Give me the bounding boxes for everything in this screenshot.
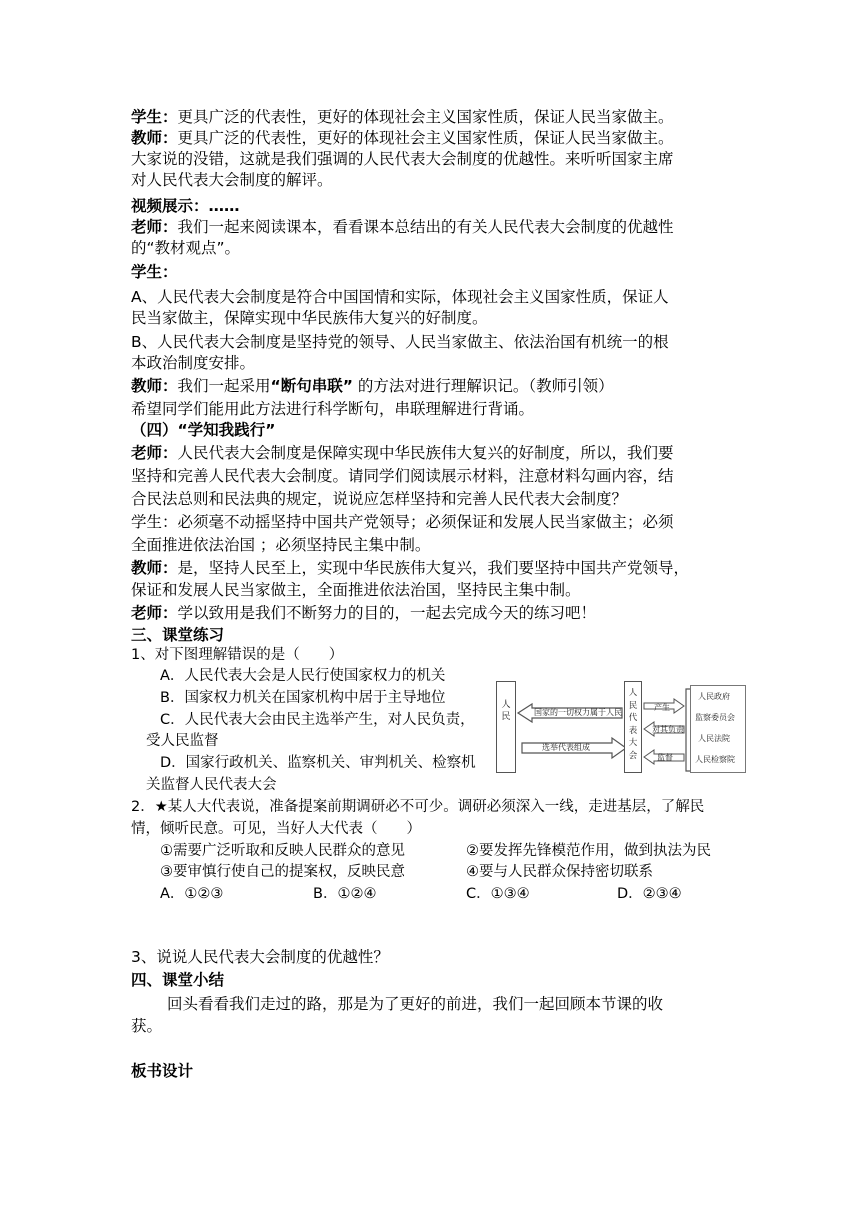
organ-government: 人民政府: [698, 692, 730, 701]
statement-1: ①需要广泛听取和反映人民群众的意见: [160, 843, 405, 859]
choice-d: D．②③④: [617, 886, 682, 902]
paragraph-line: 大家说的没错，这就是我们强调的人民代表大会制度的优越性。来听听国家主席: [131, 150, 674, 168]
dialogue-line: [131, 558, 689, 579]
speaker-label: 教师：: [131, 129, 178, 147]
choice-c: C．①③④: [466, 886, 530, 902]
dialogue-line: [131, 443, 674, 464]
paragraph-line: 希望同学们能用此方法进行科学断句，串联理解进行背诵。: [131, 400, 535, 418]
paragraph-line: A、人民代表大会制度是符合中国国情和实际，体现社会主义国家性质，保证人: [131, 288, 669, 306]
choice-b: B．①②④: [313, 886, 377, 902]
paragraph-line: 本政治制度安排。: [131, 354, 256, 372]
statement-2: ②要发挥先锋模范作用，做到执法为民: [466, 843, 711, 859]
option-d: D．国家行政机关、监察机关、审判机关、检察机: [160, 755, 476, 771]
statement-3: ③要审慎行使自己的提案权，反映民意: [160, 864, 405, 880]
label-produce: 产生: [654, 703, 670, 712]
option-c: C．人民代表大会由民主选举产生，对人民负责，: [160, 712, 475, 728]
paragraph-line: 坚持和完善人民代表大会制度。请同学们阅读展示材料，注意材料勾画内容，结: [131, 467, 674, 485]
question-2-cont: 情，倾听民意。可见，当好人大代表（ ）: [131, 821, 421, 837]
paragraph-line: 民当家做主，保障实现中华民族伟大复兴的好制度。: [131, 309, 488, 327]
paragraph-line: 的“教材观点”。: [131, 239, 241, 257]
dialogue-line: [131, 217, 674, 238]
paragraph-line: 保证和发展人民当家做主，全面推进依法治国，坚持民主集中制。: [131, 581, 581, 599]
organ-supervision: 监察委员会: [695, 713, 735, 722]
dialogue-text: 人民代表大会制度是保障实现中华民族伟大复兴的好制度，所以，我们要: [177, 444, 674, 462]
video-heading: 视频展示：……: [131, 197, 240, 215]
choice-a: A．①②③: [160, 886, 224, 902]
paragraph-line: 对人民代表大会制度的解评。: [131, 171, 333, 189]
option-b: B．国家权力机关在国家机构中居于主导地位: [160, 690, 446, 706]
option-d-cont: 关监督人民代表大会: [146, 777, 277, 793]
organ-court: 人民法院: [698, 734, 730, 743]
question-1: 1、对下图理解错误的是（ ）: [131, 647, 344, 663]
question-2: 2．★某人大代表说，准备提案前期调研必不可少。调研必须深入一线，走进基层，了解民: [131, 799, 705, 815]
speaker-label: 老师：: [131, 604, 178, 622]
paragraph-line: 全面推进依法治国 ；必须坚持民主集中制。: [131, 536, 431, 554]
paragraph-line: 合民法总则和民法典的规定，说说应怎样坚持和完善人民代表大会制度？: [131, 490, 628, 508]
section-heading: 四、课堂小结: [131, 971, 225, 989]
state-power-diagram: [494, 675, 754, 779]
dialogue-text: 我们一起来阅读课本，看看课本总结出的有关人民代表大会制度的优越性: [177, 218, 674, 236]
label-responsible: 对其负责: [652, 725, 684, 734]
dialogue-line: [131, 376, 614, 397]
dialogue-line: [131, 603, 596, 624]
option-a: A．人民代表大会是人民行使国家权力的机关: [160, 668, 446, 684]
section-heading: （四）“学知我践行”: [131, 421, 276, 439]
speaker-label: 教师：: [131, 377, 178, 395]
paragraph-line: 学生：必须毫不动摇坚持中国共产党领导；必须保证和发展人民当家做主；必须: [131, 513, 674, 531]
organ-procuratorate: 人民检察院: [695, 755, 735, 764]
speaker-label: 学生：: [131, 108, 178, 126]
option-c-cont: 受人民监督: [146, 733, 219, 749]
dialogue-text: 我们一起采用: [177, 377, 271, 395]
question-3: 3、说说人民代表大会制度的优越性？: [131, 948, 389, 966]
summary-line: 获。: [131, 1017, 163, 1035]
speaker-label: 学生：: [131, 263, 178, 281]
board-design-heading: 板书设计: [131, 1062, 194, 1080]
dialogue-text: 更具广泛的代表性，更好的体现社会主义国家性质，保证人民当家做主。: [177, 108, 674, 126]
dialogue-text: 更具广泛的代表性，更好的体现社会主义国家性质，保证人民当家做主。: [177, 129, 674, 147]
paragraph-line: B、人民代表大会制度是坚持党的领导、人民当家做主、依法治国有机统一的根: [131, 333, 669, 351]
summary-line: 回头看看我们走过的路，那是为了更好的前进，我们一起回顾本节课的收: [167, 995, 664, 1013]
dialogue-text: 的方法对进行理解识记。（教师引领）: [352, 377, 614, 395]
arrow-label-election: 选举代表组成: [542, 743, 590, 752]
dialogue-line: [131, 128, 674, 149]
speaker-label: 老师：: [131, 444, 178, 462]
speaker-label: 老师：: [131, 218, 178, 236]
arrow-label-power: 国家的一切权力属于人民: [534, 708, 622, 717]
statement-4: ④要与人民群众保持密切联系: [466, 864, 653, 880]
dialogue-line: [131, 107, 674, 128]
dialogue-text: 是，坚持人民至上，实现中华民族伟大复兴，我们要坚持中国共产党领导，: [177, 559, 690, 577]
label-supervise: 监督: [657, 753, 673, 762]
congress-label: 人 民 代 表 大 会: [628, 688, 638, 761]
dialogue-text: 学以致用是我们不断努力的目的，一起去完成今天的练习吧！: [177, 604, 597, 622]
people-label: 人 民: [501, 700, 511, 722]
section-heading: 三、课堂练习: [131, 626, 225, 644]
emphasis-text: “断句串联”: [270, 377, 353, 395]
speaker-label: 教师：: [131, 559, 178, 577]
